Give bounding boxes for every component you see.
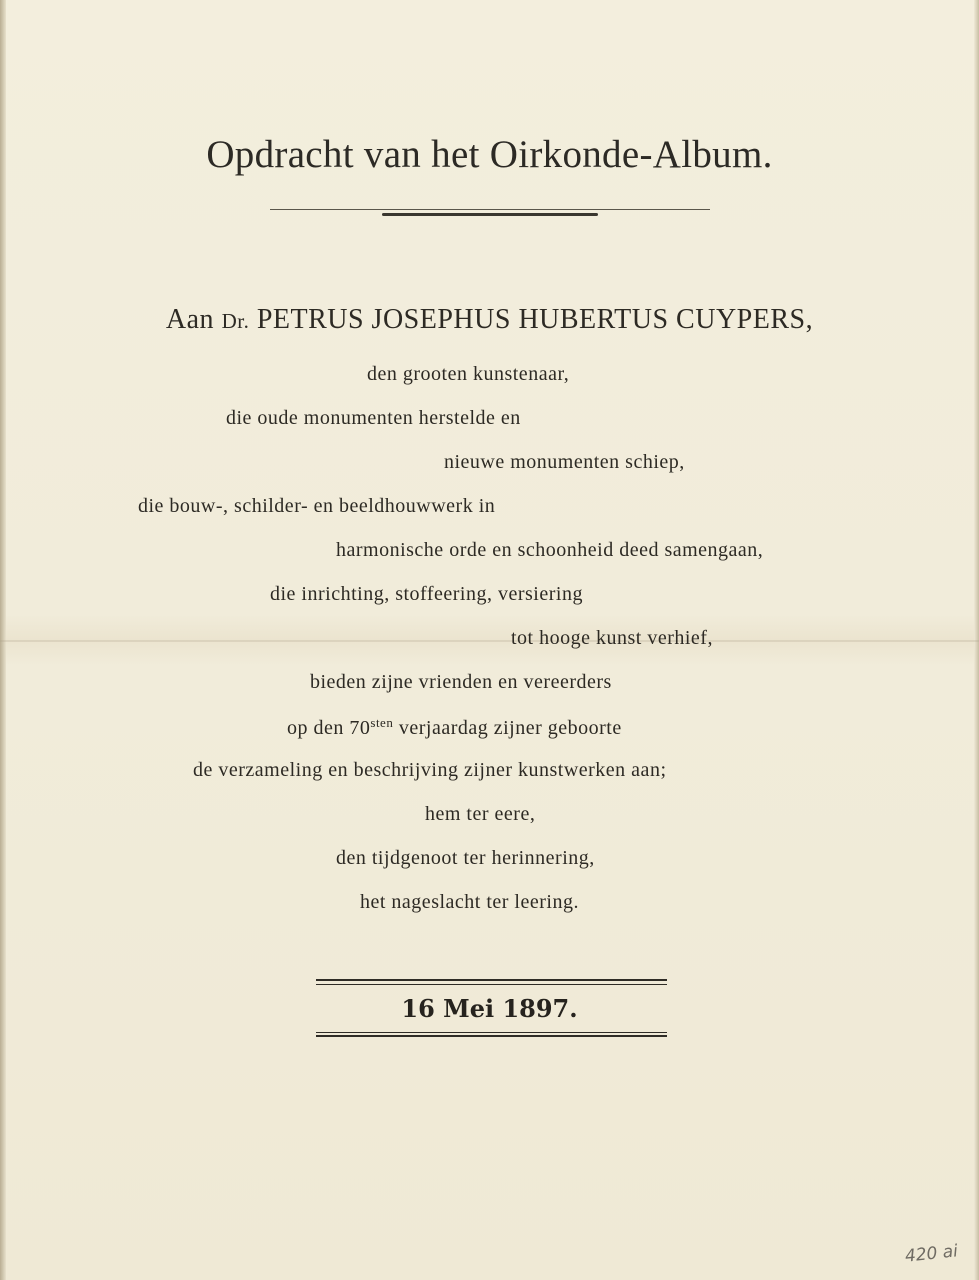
archive-pencil-mark: 420 ai bbox=[904, 1241, 959, 1267]
date-rule-top bbox=[316, 979, 667, 981]
dedication-line: den grooten kunstenaar, bbox=[367, 363, 570, 385]
dedication-line: den tijdgenoot ter herinnering, bbox=[336, 847, 595, 869]
dedication-line: tot hooge kunst verhief, bbox=[511, 627, 713, 649]
dedication-line: die bouw-, schilder- en beeldhouwwerk in bbox=[138, 495, 496, 517]
ordinal-suffix: sten bbox=[370, 715, 394, 730]
birthday-line-start: op den 70 bbox=[287, 717, 371, 739]
page-title: Opdracht van het Oirkonde-Album. bbox=[206, 133, 773, 176]
birthday-line-end: verjaardag zijner geboorte bbox=[393, 717, 622, 739]
paper-fold bbox=[0, 640, 979, 642]
dedication-line: de verzameling en beschrijving zijner kunstwerken aan; bbox=[193, 759, 667, 781]
date-rule-top-thin bbox=[316, 984, 667, 985]
dedication-line: harmonische orde en schoonheid deed samengaan, bbox=[336, 539, 764, 561]
dedication-line: het nageslacht ter leering. bbox=[360, 891, 579, 913]
date-rule-bottom bbox=[316, 1035, 667, 1037]
dedication-line: hem ter eere, bbox=[425, 803, 536, 825]
title-divider-thick bbox=[382, 213, 598, 216]
dedication-line: bieden zijne vrienden en vereerders bbox=[310, 671, 612, 693]
dedication-date: 16 Mei 1897. bbox=[401, 994, 578, 1023]
title-divider-thin bbox=[270, 209, 710, 210]
dedication-line: nieuwe monumenten schiep, bbox=[444, 451, 685, 473]
dedication-line: die inrichting, stoffeering, versiering bbox=[270, 583, 583, 605]
dedication-line: die oude monumenten herstelde en bbox=[226, 407, 521, 429]
birthday-line bbox=[287, 715, 622, 740]
date-rule-bottom-thin bbox=[316, 1032, 667, 1033]
addressee-line bbox=[0, 304, 979, 336]
addressee-name: PETRUS JOSEPHUS HUBERTUS CUYPERS, bbox=[256, 304, 814, 335]
addressee-prefix: Aan bbox=[165, 304, 215, 335]
addressee-title: Dr. bbox=[221, 309, 250, 333]
